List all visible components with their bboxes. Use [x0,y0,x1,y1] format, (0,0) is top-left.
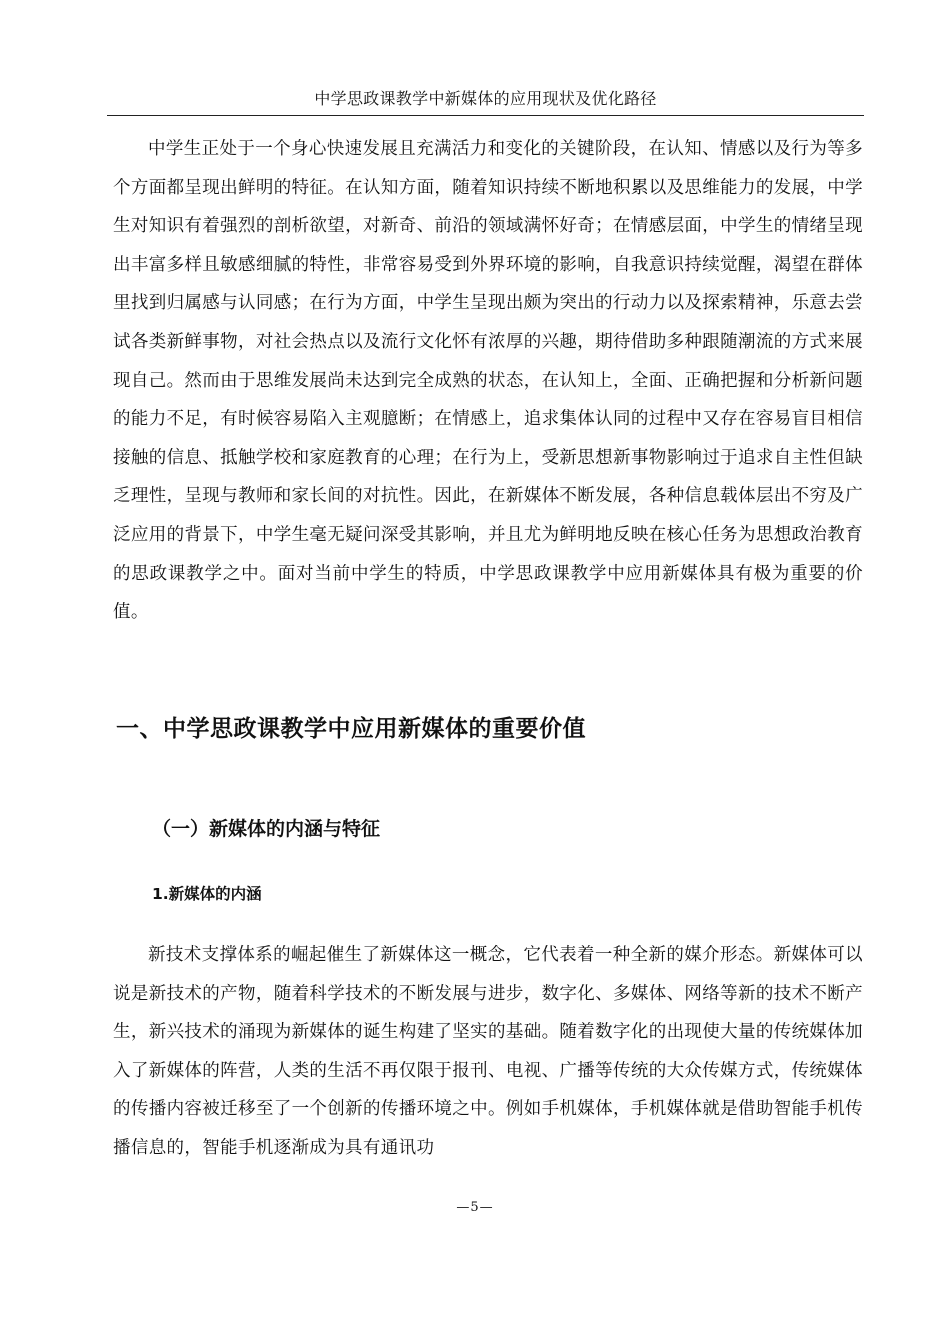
page-number: —5— [456,1200,494,1215]
header-divider [107,115,864,116]
running-header: 中学思政课教学中新媒体的应用现状及优化路径 [314,89,657,108]
section-heading: 一、中学思政课教学中应用新媒体的重要价值 [116,716,586,742]
subsubsection-heading: 1.新媒体的内涵 [152,885,262,903]
subsection-heading: （一）新媒体的内涵与特征 [152,818,381,840]
section-paragraph: 新技术支撑体系的崛起催生了新媒体这一概念，它代表着一种全新的媒介形态。新媒体可以说是新技术的产物，随着科学技术的不断发展与进步，数字化、多媒体、网络等新的技术不断产生，新兴技术的涌现为新媒体的诞生构建了坚实的基础。随着数字化的出现使大量的传统媒体加入了新媒体的阵营，人类的生活不再仅限于报刊、电视、广播等传统的大众传媒方式，传统媒体的传播内容被迁移至了一个创新的传播环境之中。例如手机媒体，手机媒体就是借助智能手机传播信息的，智能手机逐渐成为具有通讯功 [113,945,863,1158]
intro-paragraph: 中学生正处于一个身心快速发展且充满活力和变化的关键阶段，在认知、情感以及行为等多个方面都呈现出鲜明的特征。在认知方面，随着知识持续不断地积累以及思维能力的发展，中学生对知识有着强烈的剖析欲望，对新奇、前沿的领域满怀好奇；在情感层面，中学生的情绪呈现出丰富多样且敏感细腻的特性，非常容易受到外界环境的影响，自我意识持续觉醒，渴望在群体里找到归属感与认同感；在行为方面，中学生呈现出颇为突出的行动力以及探索精神，乐意去尝试各类新鲜事物，对社会热点以及流行文化怀有浓厚的兴趣，期待借助多种跟随潮流的方式来展现自己。然而由于思维发展尚未达到完全成熟的状态，在认知上，全面、正确把握和分析新问题的能力不足，有时候容易陷入主观臆断；在情感上，追求集体认同的过程中又存在容易盲目相信接触的信息、抵触学校和家庭教育的心理；在行为上，受新思想新事物影响过于追求自主性但缺乏理性，呈现与教师和家长间的对抗性。因此，在新媒体不断发展，各种信息载体层出不穷及广泛应用的背景下，中学生毫无疑问深受其影响，并且尤为鲜明地反映在核心任务为思想政治教育的思政课教学之中。面对当前中学生的特质，中学思政课教学中应用新媒体具有极为重要的价值。 [113,139,863,623]
